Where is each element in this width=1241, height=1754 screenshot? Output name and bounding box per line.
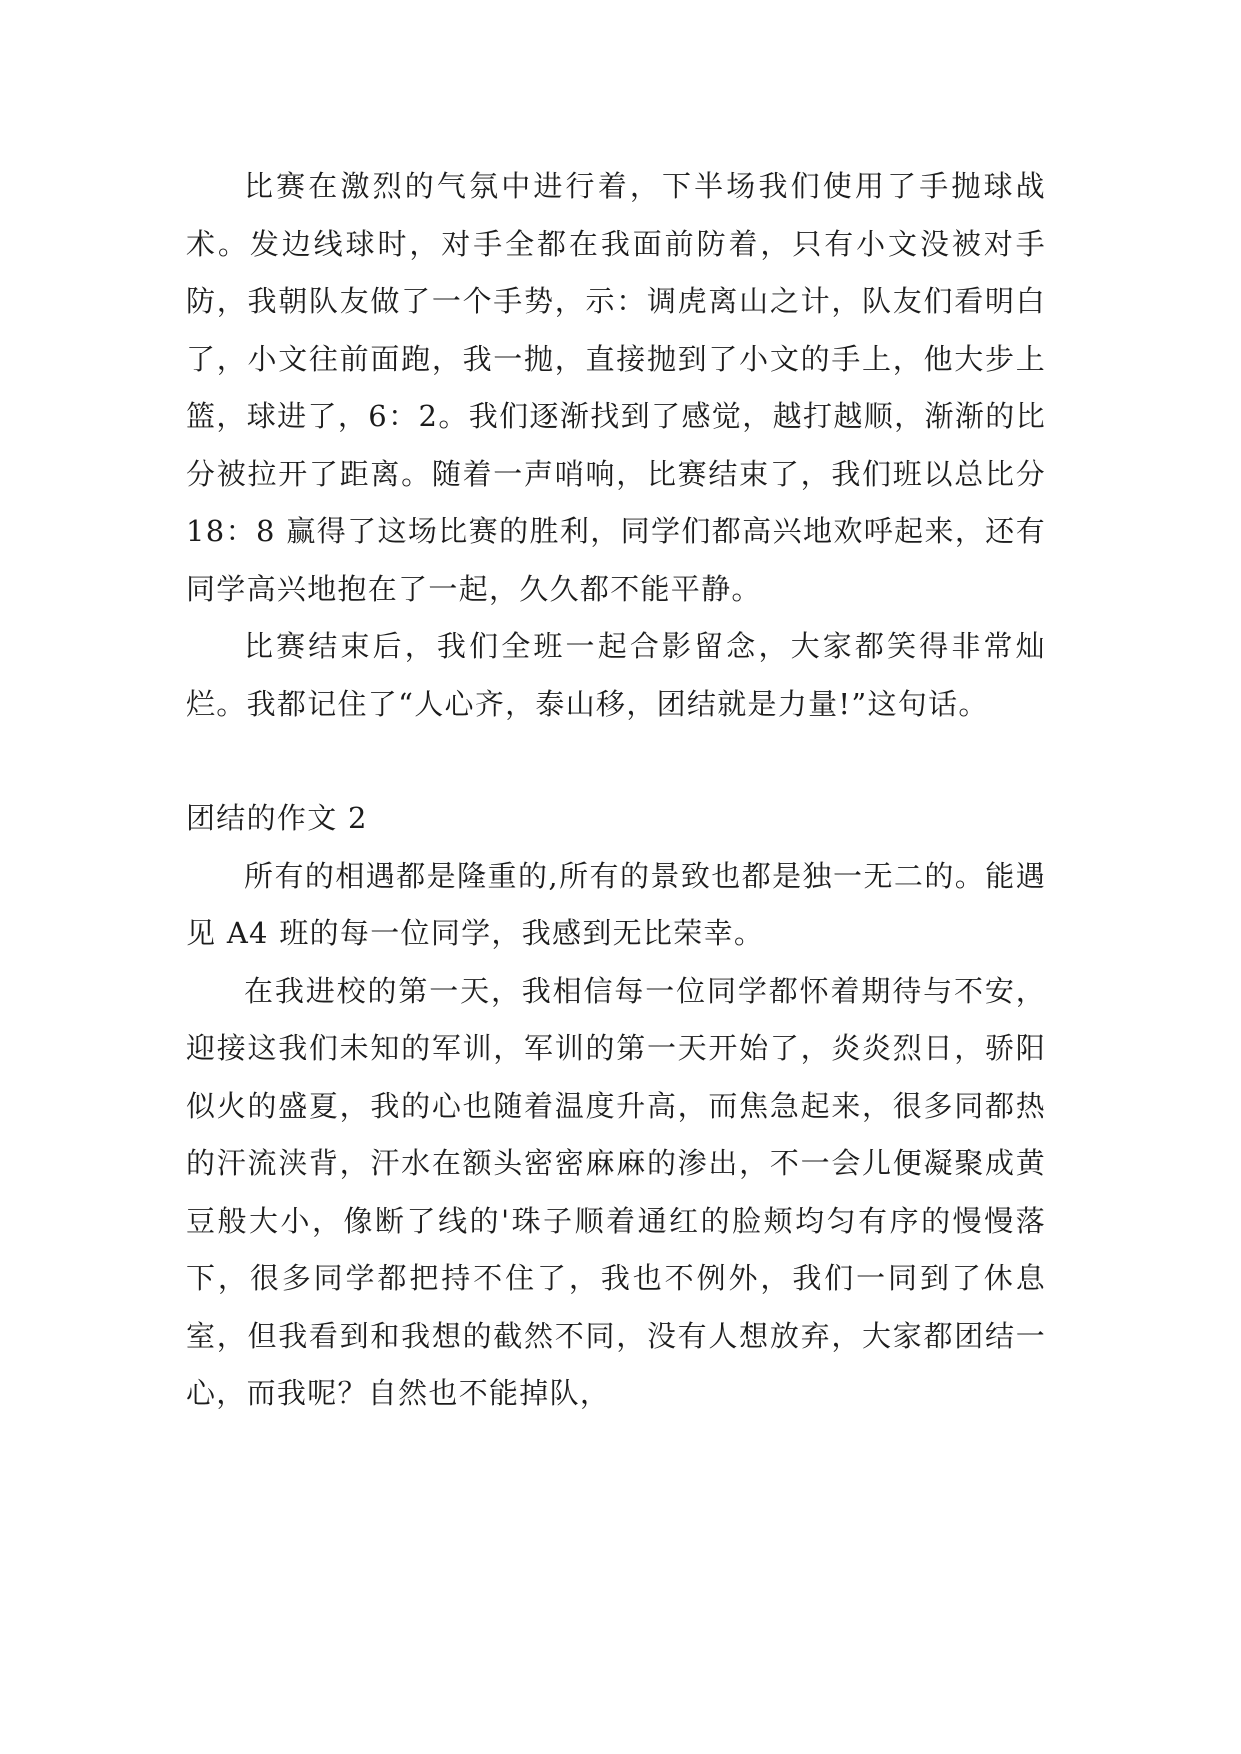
document-body (186, 158, 1046, 1423)
paragraph-match-second-half: 比赛在激烈的气氛中进行着，下半场我们使用了手抛球战术。发边线球时，对手全都在我面前防着，只有小文没被对手防，我朝队友做了一个手势，示：调虎离山之计，队友们看明白了，小文往前面跑，我一抛，直接抛到了小文的手上，他大步上篮，球进了，6：2。我们逐渐找到了感觉，越打越顺，渐渐的比分被拉开了距离。随着一声哨响，比赛结束了，我们班以总比分 18：8 赢得了这场比赛的胜利，同学们都高兴地欢呼起来，还有同学高兴地抱在了一起，久久都不能平静。 (186, 169, 1046, 606)
paragraph-match-end: 比赛结束后，我们全班一起合影留念，大家都笑得非常灿烂。我都记住了“人心齐，泰山移，团结就是力量!”这句话。 (186, 629, 1046, 721)
paragraph-military-training: 在我进校的第一天，我相信每一位同学都怀着期待与不安，迎接这我们未知的军训，军训的第一天开始了，炎炎烈日，骄阳似火的盛夏，我的心也随着温度升高，而焦急起来，很多同都热的汗流浃背，汗水在额头密密麻麻的渗出，不一会儿便凝聚成黄豆般大小，像断了线的'珠子顺着通红的脸颊均匀有序的慢慢落下，很多同学都把持不住了，我也不例外，我们一同到了休息室，但我看到和我想的截然不同，没有人想放弃，大家都团结一心，而我呢？自然也不能掉队， (186, 973, 1046, 1410)
section-title: 团结的作文 2 (186, 801, 368, 835)
paragraph-intro-a4-class: 所有的相遇都是隆重的,所有的景致也都是独一无二的。能遇见 A4 班的每一位同学，我感到无比荣幸。 (186, 858, 1046, 950)
